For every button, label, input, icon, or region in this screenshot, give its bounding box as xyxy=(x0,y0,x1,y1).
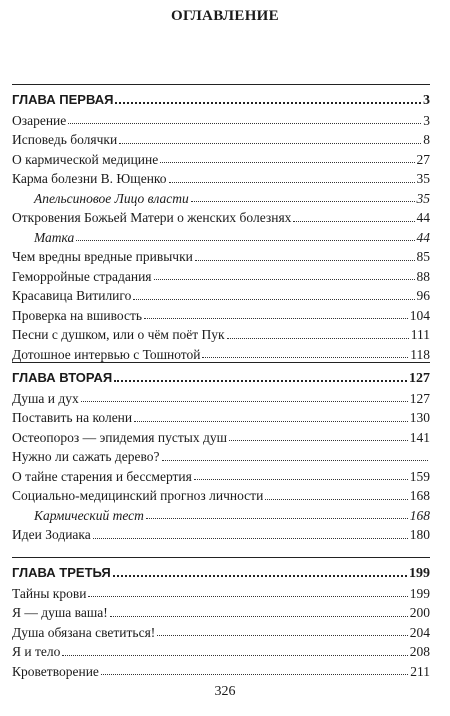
toc-entry-page: 111 xyxy=(410,327,430,342)
toc-entry-label: Поставить на колени xyxy=(12,410,133,425)
chapter-heading[interactable] xyxy=(12,90,430,109)
toc-entry-page: 96 xyxy=(416,288,430,303)
toc-entry-label: Дотошное интервью с Тошнотой xyxy=(12,346,201,362)
dot-leader xyxy=(110,615,408,617)
chapter-3-rule xyxy=(12,557,430,558)
dot-leader xyxy=(76,239,414,241)
toc-entry-page: 44 xyxy=(416,210,430,225)
dot-leader xyxy=(88,595,407,597)
chapter-heading[interactable] xyxy=(12,563,430,582)
toc-entry-page: 200 xyxy=(409,605,430,620)
dot-leader xyxy=(195,259,415,261)
toc-entry[interactable] xyxy=(12,603,430,622)
toc-entry-page: 104 xyxy=(409,307,430,323)
toc-entry-page: 35 xyxy=(416,171,430,186)
toc-entry-label: Я — душа ваша! xyxy=(12,605,108,620)
dot-leader xyxy=(81,400,408,402)
toc-subentry[interactable] xyxy=(12,189,430,208)
toc-subentry[interactable] xyxy=(12,228,430,247)
toc-entry-label: Карма болезни В. Ющенко xyxy=(12,171,167,186)
dot-leader xyxy=(162,459,428,461)
toc-entry-label: Геморройные страдания xyxy=(12,268,152,284)
toc-entry-label: Откровения Божьей Матери о женских болезнях xyxy=(12,210,292,225)
dot-leader xyxy=(169,181,415,183)
toc-entry[interactable] xyxy=(12,428,430,447)
toc-entry[interactable] xyxy=(12,247,430,266)
toc-entry-page: 118 xyxy=(410,346,430,362)
toc-entry-label: Душа и дух xyxy=(12,390,79,406)
toc-entry[interactable] xyxy=(12,584,430,603)
toc-entry-page: 211 xyxy=(410,663,430,679)
dot-leader xyxy=(134,420,408,422)
toc-entry-label: Остеопороз — эпидемия пустых душ xyxy=(12,429,227,445)
toc-entry-page: 199 xyxy=(409,585,430,601)
toc-entry-page: 168 xyxy=(409,488,430,503)
toc-entry-label: Апельсиновое Лицо власти xyxy=(34,190,189,206)
toc-entry-page: 85 xyxy=(416,249,430,264)
toc-entry-page: 199 xyxy=(409,566,430,581)
toc-entry-label: Кармический тест xyxy=(34,507,144,523)
dot-leader xyxy=(146,517,408,519)
dot-leader xyxy=(144,317,408,319)
toc-entry-page: 127 xyxy=(409,371,430,386)
toc-entry-label: Озарение xyxy=(12,112,67,128)
toc-entry-page: 204 xyxy=(409,624,430,640)
dot-leader xyxy=(194,478,408,480)
toc-entry[interactable] xyxy=(12,467,430,486)
toc-entry-label: Красавица Витилиго xyxy=(12,288,132,303)
toc-entry-page: 35 xyxy=(416,190,430,206)
toc-entry[interactable] xyxy=(12,267,430,286)
toc-entry-label: Исповедь болячки xyxy=(12,132,118,147)
dot-leader xyxy=(265,498,407,500)
toc-entry-page: 208 xyxy=(409,644,430,659)
toc-entry[interactable] xyxy=(12,169,430,188)
toc-entry-page: 44 xyxy=(416,229,430,245)
toc-entry[interactable] xyxy=(12,525,430,544)
toc-entry-label: Кроветворение xyxy=(12,663,99,679)
toc-entry-label: Идеи Зодиака xyxy=(12,527,91,542)
toc-entry-page: 168 xyxy=(409,507,430,523)
toc-entry-page: 88 xyxy=(416,268,430,284)
dot-leader xyxy=(229,439,408,441)
toc-entry-label: Тайны крови xyxy=(12,585,87,601)
dot-leader xyxy=(101,673,408,675)
toc-entry-label: Песни с душком, или о чём поёт Пук xyxy=(12,327,225,342)
toc-entry-page: 8 xyxy=(423,132,430,147)
toc-entry[interactable] xyxy=(12,345,430,364)
toc-entry-page: 3 xyxy=(423,112,430,128)
toc-entry[interactable] xyxy=(12,642,430,661)
dot-leader xyxy=(119,142,421,144)
toc-entry-page: 159 xyxy=(409,468,430,484)
toc-entry[interactable] xyxy=(12,662,430,681)
toc-entry-label: О кармической медицине xyxy=(12,151,159,167)
dot-leader xyxy=(160,161,414,163)
toc-entry-page: 141 xyxy=(409,429,430,445)
dot-leader xyxy=(114,379,407,382)
toc-entry[interactable] xyxy=(12,325,430,344)
dot-leader xyxy=(133,298,414,300)
page-title: ОГЛАВЛЕНИЕ xyxy=(171,8,279,24)
dot-leader xyxy=(202,356,408,358)
dot-leader xyxy=(115,101,421,104)
toc-entry-page: 3 xyxy=(423,93,430,108)
chapter-heading[interactable] xyxy=(12,368,430,387)
dot-leader xyxy=(227,337,409,339)
toc-entry[interactable] xyxy=(12,130,430,149)
dot-leader xyxy=(113,574,407,577)
dot-leader xyxy=(157,634,407,636)
toc-entry-label: ГЛАВА ТРЕТЬЯ xyxy=(12,565,111,580)
toc-entry-label: Социально-медицинский прогноз личности xyxy=(12,488,264,503)
toc-entry[interactable] xyxy=(12,286,430,305)
dot-leader xyxy=(293,220,414,222)
chapter-2-rule xyxy=(12,362,430,363)
toc-entry-page: 130 xyxy=(409,410,430,425)
page-number: 326 xyxy=(214,684,236,699)
toc-entry-label: Я и тело xyxy=(12,644,61,659)
toc-entry[interactable] xyxy=(12,447,430,466)
toc-entry-label: Чем вредны вредные привычки xyxy=(12,249,193,264)
toc-entry[interactable] xyxy=(12,306,430,325)
toc-entry-page: 180 xyxy=(409,527,430,542)
toc-entry-label: Душа обязана светиться! xyxy=(12,624,156,640)
toc-entry[interactable] xyxy=(12,150,430,169)
toc-entry-page: 127 xyxy=(409,390,430,406)
toc-entry[interactable] xyxy=(12,111,430,130)
chapter-1-rule xyxy=(12,84,430,85)
dot-leader xyxy=(93,537,408,539)
toc-entry[interactable] xyxy=(12,623,430,642)
toc-entry-label: Матка xyxy=(34,229,75,245)
toc-entry[interactable] xyxy=(12,208,430,227)
toc-entry-label: Проверка на вшивость xyxy=(12,307,143,323)
toc-entry-label: ГЛАВА ПЕРВАЯ xyxy=(12,92,114,107)
toc-subentry[interactable] xyxy=(12,506,430,525)
toc-entry[interactable] xyxy=(12,486,430,505)
toc-entry[interactable] xyxy=(12,408,430,427)
dot-leader xyxy=(62,654,407,656)
toc-entry-label: Нужно ли сажать дерево? xyxy=(12,449,160,464)
dot-leader xyxy=(154,278,415,280)
dot-leader xyxy=(68,122,421,124)
toc-entry-label: О тайне старения и бессмертия xyxy=(12,468,192,484)
toc-entry[interactable] xyxy=(12,389,430,408)
toc-entry-label: ГЛАВА ВТОРАЯ xyxy=(12,370,113,385)
toc-entry-page: 27 xyxy=(416,151,430,167)
dot-leader xyxy=(191,200,415,202)
